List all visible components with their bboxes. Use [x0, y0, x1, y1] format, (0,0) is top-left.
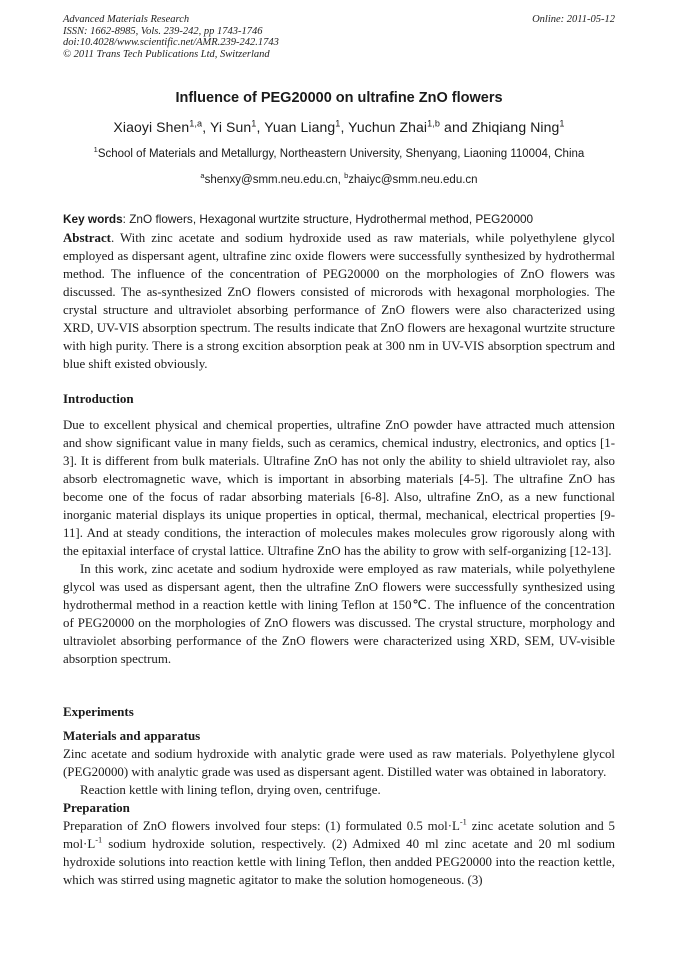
- doi-line: doi:10.4028/www.scientific.net/AMR.239-242.1743: [63, 37, 279, 48]
- prep-sup-2: -1: [95, 835, 103, 845]
- affiliation: [0, 145, 678, 160]
- copyright-line: © 2011 Trans Tech Publications Ltd, Switzerland: [63, 48, 270, 60]
- prep-text-c: sodium hydroxide solution, respectively. (2) Admixed 40 ml zinc acetate and 20 ml sodium hydroxide solutions into reaction kettle with lining Teflon, then andded PEG20000 into the reaction kettle, which was stirred using magnetic agitator to make the solution homogeneous. (3): [63, 837, 615, 887]
- author-sep: ,: [340, 119, 349, 135]
- abstract-label: Abstract: [63, 231, 111, 245]
- author-name: Yi Sun: [209, 119, 252, 135]
- author-affil-sup: 1: [251, 118, 257, 129]
- author-name: Yuchun Zhai: [348, 119, 428, 135]
- email-sep: ,: [337, 174, 345, 186]
- introduction-paragraph-2: In this work, zinc acetate and sodium hydroxide were employed as raw materials, while polyethylene glycol was used as dispersant agent, then the ultrafine ZnO flowers were successfully synthesized using hydrothermal method in a reaction kettle with lining Teflon at 150℃. The influence of the concentration of PEG20000 on the morphologies of ZnO flowers was discussed. The crystal structure, morphology and ultraviolet absorbing performance of the ZnO flowers were characterized using XRD, SEM, UV-visible absorption spectrum.: [63, 562, 615, 666]
- journal-name: Advanced Materials Research: [63, 14, 190, 25]
- prep-sup-1: -1: [459, 817, 467, 827]
- author-name: Yuan Liang: [264, 119, 336, 135]
- keywords-label: Key words: [63, 212, 123, 226]
- materials-paragraph-1: Zinc acetate and sodium hydroxide with analytic grade were used as raw materials. Polyethylene glycol (PEG20000) with analytic grade was used as dispersant agent. Distilled water was obtained in laboratory.: [63, 747, 615, 779]
- experiments-body: [63, 727, 615, 889]
- paper-title: Influence of PEG20000 on ultrafine ZnO flowers: [175, 90, 503, 106]
- author-affil-sup: 1,b: [427, 118, 441, 129]
- email-b-sup: b: [344, 171, 349, 181]
- journal-header: [63, 14, 615, 60]
- author-list: [0, 119, 678, 135]
- keywords: [63, 212, 615, 226]
- author-sep: ,: [256, 119, 265, 135]
- preparation-paragraph: [63, 817, 615, 889]
- introduction-paragraph-1: Due to excellent physical and chemical properties, ultrafine ZnO powder have attracted much attension and show significant value in many fields, such as ceramics, chemical industry, electronics, and optics [1-3]. It is different from bulk materials. Ultrafine ZnO has not only the ability to shield ultraviolet ray, also absorb electromagnetic wave, which is important in absorbing materials [4-5]. The ultrafine ZnO has become one of the focus of radar absorbing materials [6-8]. Also, ultrafine ZnO, as a new functional inorganic material displays its unique properties in optical, thermal, mechanical, electrical properties [9-11]. And at steady conditions, the interaction of molecules makes molecules grow rigorously along with the epitaxial interface of crystal lattice. Ultrafine ZnO has the ability to grow with self-organizing [12-13].: [63, 418, 615, 558]
- abstract-text: . With zinc acetate and sodium hydroxide used as raw materials, while polyethylene glycol employed as dispersant agent, ultrafine zinc oxide flowers were successfully synthesized by hydrothermal method. The influence of the concentration of PEG20000 on the morphologies of ZnO flowers was discussed. The as-synthesized ZnO flowers consisted of microrods with hexagonal morphologies. The crystal structure and ultraviolet absorbing performance of ZnO flowers were also characterized using XRD, UV-VIS absorption spectrum. The results indicate that ZnO flowers are hexagonal wurtzite structure with high purity. There is a strong excition absorption peak at 300 nm in UV-VIS absorption spectrum and blue shift existed obviously.: [63, 231, 615, 371]
- author-emails: [0, 171, 678, 186]
- prep-text-a: Preparation of ZnO flowers involved four steps: (1) formulated 0.5 mol·L: [63, 819, 460, 833]
- keywords-text: : ZnO flowers, Hexagonal wurtzite structure, Hydrothermal method, PEG20000: [122, 212, 534, 226]
- affiliation-text: School of Materials and Metallurgy, Northeastern University, Shenyang, Liaoning 110004, China: [97, 148, 585, 160]
- author-sep: and: [440, 119, 472, 135]
- issn-line: ISSN: 1662-8985, Vols. 239-242, pp 1743-1746: [63, 25, 263, 37]
- author-affil-sup: 1,a: [189, 118, 203, 129]
- materials-paragraph-2: Reaction kettle with lining teflon, drying oven, centrifuge.: [80, 783, 381, 797]
- author-name: Zhiqiang Ning: [471, 119, 560, 135]
- preparation-heading: Preparation: [63, 800, 130, 815]
- online-date: Online: 2011-05-12: [532, 14, 615, 25]
- introduction-heading: Introduction: [63, 391, 134, 406]
- materials-heading: Materials and apparatus: [63, 728, 201, 743]
- author-affil-sup: 1: [335, 118, 341, 129]
- affiliation-sup: 1: [93, 145, 98, 155]
- email-a-sup: a: [200, 171, 205, 181]
- author-name: Xiaoyi Shen: [113, 119, 190, 135]
- author-affil-sup: 1: [559, 118, 565, 129]
- experiments-heading: Experiments: [63, 704, 134, 719]
- abstract: [63, 229, 615, 373]
- prep-text-b: zinc acetate solution and 5 mol·L: [63, 819, 615, 851]
- author-sep: ,: [202, 119, 210, 135]
- email-b[interactable]: zhaiyc@smm.neu.edu.cn: [348, 174, 478, 186]
- email-a[interactable]: shenxy@smm.neu.edu.cn: [204, 174, 338, 186]
- introduction-body: [63, 416, 615, 668]
